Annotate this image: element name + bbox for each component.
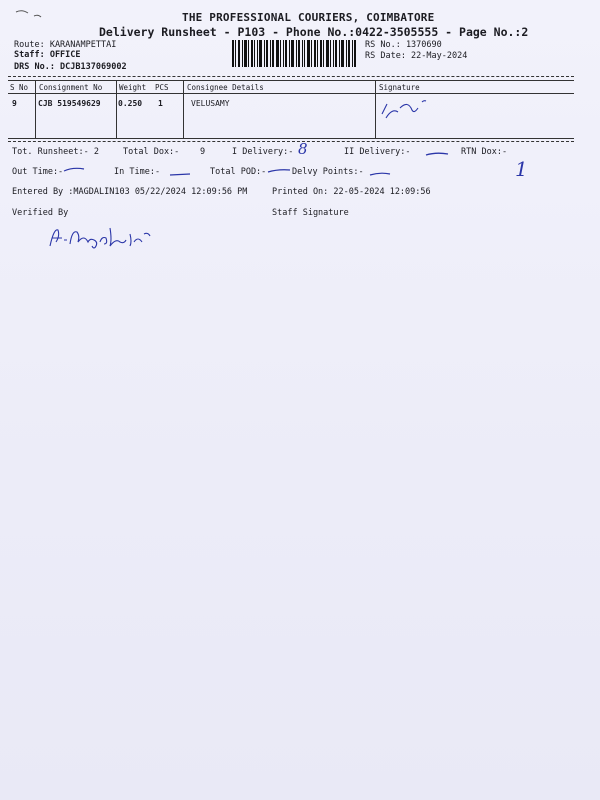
recipient-signature-icon: [378, 96, 438, 124]
cell-consignee: VELUSAMY: [191, 99, 230, 108]
barcode-image: [232, 40, 356, 67]
total-dox-value: 9: [200, 147, 206, 157]
printed-on: Printed On: 22-05-2024 12:09:56: [272, 187, 431, 197]
cell-pcs: 1: [158, 99, 163, 108]
col-header-consignment: Consignment No: [39, 83, 103, 92]
rs-number: RS No.: 1370690: [365, 40, 442, 50]
col-divider: [375, 80, 376, 138]
divider: [8, 76, 574, 77]
table-bottom-border: [8, 138, 574, 139]
total-pod-label: Total POD:-: [210, 167, 267, 177]
dash-mark-icon: [424, 150, 450, 158]
dash-mark-icon: [368, 170, 392, 178]
dash-mark-icon: [168, 170, 192, 178]
i-delivery-label: I Delivery:-: [232, 147, 294, 157]
company-title: THE PROFESSIONAL COURIERS, COIMBATORE: [182, 11, 435, 24]
delvy-points-label: Delvy Points:-: [292, 167, 364, 177]
dash-mark-icon: [266, 167, 292, 175]
col-divider: [35, 80, 36, 138]
col-divider: [183, 80, 184, 138]
rtn-dox-label: RTN Dox:-: [461, 147, 508, 157]
rtn-dox-value: 1: [515, 157, 528, 181]
col-header-consignee: Consignee Details: [187, 83, 264, 92]
drs-number: DRS No.: DCJB137069002: [14, 62, 127, 72]
total-dox-label: Total Dox:-: [123, 147, 180, 157]
staff-label: Staff: OFFICE: [14, 50, 81, 60]
i-delivery-value: 8: [298, 140, 308, 158]
in-time-label: In Time:-: [114, 167, 161, 177]
verifier-signature-icon: [44, 220, 156, 256]
cell-consignment: CJB 519549629: [38, 99, 101, 108]
table-top-border: [8, 80, 574, 81]
col-header-pcs: PCS: [155, 83, 169, 92]
dash-mark-icon: [62, 166, 86, 174]
col-header-signature: Signature: [379, 83, 420, 92]
divider: [8, 141, 574, 142]
rs-date: RS Date: 22-May-2024: [365, 51, 468, 61]
table-header-border: [8, 93, 574, 94]
out-time-label: Out Time:-: [12, 167, 64, 177]
cell-sno: 9: [12, 99, 17, 108]
entered-by: Entered By :MAGDALIN103 05/22/2024 12:09:56 PM: [12, 187, 248, 197]
col-header-sno: S No: [10, 83, 29, 92]
cell-weight: 0.250: [118, 99, 143, 108]
verified-by: Verified By: [12, 208, 69, 218]
col-header-weight: Weight: [119, 83, 147, 92]
pen-mark-icon: [14, 8, 44, 20]
ii-delivery-label: II Delivery:-: [344, 147, 411, 157]
col-divider: [116, 80, 117, 138]
runsheet-subtitle: Delivery Runsheet - P103 - Phone No.:0422-3505555 - Page No.:2: [99, 25, 529, 39]
staff-signature-label: Staff Signature: [272, 208, 349, 218]
route-label: Route: KARANAMPETTAI: [14, 40, 117, 50]
tot-runsheet: Tot. Runsheet:- 2: [12, 147, 99, 157]
